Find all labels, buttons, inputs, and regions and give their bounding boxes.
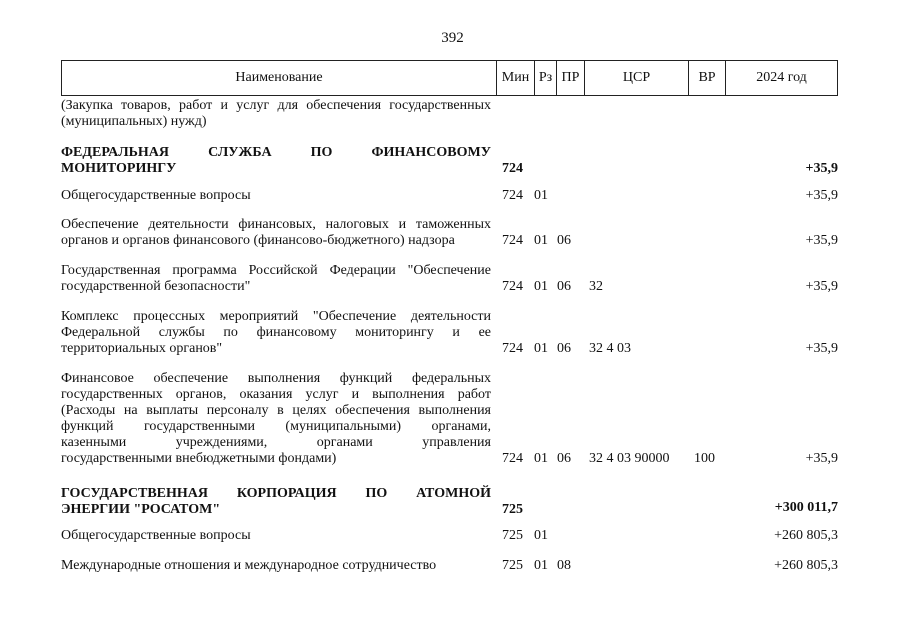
row-name bbox=[61, 558, 491, 574]
row-name-line: территориальных органов" bbox=[61, 341, 223, 356]
header-year: 2024 год bbox=[756, 70, 807, 85]
row-min: 724 bbox=[502, 279, 523, 294]
row-pr: 08 bbox=[557, 558, 571, 573]
row-rz: 01 bbox=[534, 341, 548, 356]
row-rz: 01 bbox=[534, 558, 548, 573]
header-vr: ВР bbox=[689, 61, 726, 95]
row-name-line: Общегосударственные вопросы bbox=[61, 528, 251, 543]
row-name bbox=[61, 309, 491, 357]
header-min: Мин bbox=[497, 61, 535, 95]
row-name-line: (Закупка товаров, работ и услуг для обеспечения государственных bbox=[61, 98, 491, 113]
row-name bbox=[61, 98, 491, 130]
row-rz: 01 bbox=[534, 451, 548, 466]
row-amount: +260 805,3 bbox=[774, 528, 838, 543]
table-header bbox=[61, 60, 838, 96]
row-min: 724 bbox=[502, 451, 523, 466]
row-amount: +35,9 bbox=[805, 188, 838, 203]
row-amount: +260 805,3 bbox=[774, 558, 838, 573]
header-rz: Рз bbox=[535, 61, 557, 95]
row-name bbox=[61, 528, 491, 544]
row-pr: 06 bbox=[557, 341, 571, 356]
row-name-line: ГОСУДАРСТВЕННАЯ КОРПОРАЦИЯ ПО АТОМНОЙ bbox=[61, 486, 491, 501]
row-vr: 100 bbox=[694, 451, 715, 466]
row-pr: 06 bbox=[557, 279, 571, 294]
row-name-line: ЭНЕРГИИ "РОСАТОМ" bbox=[61, 502, 221, 517]
row-name-line: государственными внебюджетными фондами) bbox=[61, 451, 337, 466]
row-min: 724 bbox=[502, 233, 523, 248]
row-name-line: Комплекс процессных мероприятий "Обеспечение деятельности bbox=[61, 309, 491, 324]
row-pr: 06 bbox=[557, 451, 571, 466]
row-name bbox=[61, 486, 491, 518]
row-rz: 01 bbox=[534, 188, 548, 203]
row-name bbox=[61, 263, 491, 295]
row-rz: 01 bbox=[534, 279, 548, 294]
row-min: 725 bbox=[502, 502, 523, 517]
row-amount: +300 011,7 bbox=[774, 500, 838, 515]
row-pr: 06 bbox=[557, 233, 571, 248]
page-number: 392 bbox=[441, 30, 464, 46]
row-name bbox=[61, 371, 491, 467]
row-rz: 01 bbox=[534, 528, 548, 543]
row-name-line: Финансовое обеспечение выполнения функций федеральных bbox=[61, 371, 491, 386]
row-amount: +35,9 bbox=[805, 451, 838, 466]
row-amount: +35,9 bbox=[805, 279, 838, 294]
row-name-line: (Расходы на выплаты персоналу в целях обеспечения выполнения bbox=[61, 403, 491, 418]
row-name-line: государственных органов, оказания услуг и выполнения работ bbox=[61, 387, 491, 402]
row-min: 725 bbox=[502, 528, 523, 543]
row-name-line: Обеспечение деятельности финансовых, налоговых и таможенных bbox=[61, 217, 491, 232]
row-name-line: Международные отношения и международное сотрудничество bbox=[61, 558, 437, 573]
row-csr: 32 4 03 bbox=[589, 341, 631, 356]
row-name bbox=[61, 145, 491, 177]
row-amount: +35,9 bbox=[805, 341, 838, 356]
row-csr: 32 4 03 90000 bbox=[589, 451, 670, 466]
row-min: 724 bbox=[502, 188, 523, 203]
row-name-line: (муниципальных) нужд) bbox=[61, 114, 207, 129]
header-name: Наименование bbox=[62, 61, 497, 95]
row-amount: +35,9 bbox=[805, 161, 838, 176]
row-name-line: ФЕДЕРАЛЬНАЯ СЛУЖБА ПО ФИНАНСОВОМУ bbox=[61, 145, 491, 160]
row-name bbox=[61, 188, 491, 204]
row-rz: 01 bbox=[534, 233, 548, 248]
row-min: 724 bbox=[502, 161, 523, 176]
row-csr: 32 bbox=[589, 279, 603, 294]
row-amount: +35,9 bbox=[805, 233, 838, 248]
row-name-line: государственной безопасности" bbox=[61, 279, 251, 294]
row-name-line: Федеральной службы по финансовому мониторингу и ее bbox=[61, 325, 491, 340]
row-name bbox=[61, 217, 491, 249]
row-name-line: Общегосударственные вопросы bbox=[61, 188, 251, 203]
row-name-line: МОНИТОРИНГУ bbox=[61, 161, 177, 176]
header-csr: ЦСР bbox=[585, 61, 689, 95]
row-name-line: функций государственными (муниципальными) органами, bbox=[61, 419, 491, 434]
row-name-line: казенными учреждениями, органами управления bbox=[61, 435, 491, 450]
row-name-line: органов и органов финансового (финансово-бюджетного) надзора bbox=[61, 233, 455, 248]
row-min: 725 bbox=[502, 558, 523, 573]
row-name-line: Государственная программа Российской Федерации "Обеспечение bbox=[61, 263, 491, 278]
row-min: 724 bbox=[502, 341, 523, 356]
header-pr: ПР bbox=[557, 61, 585, 95]
